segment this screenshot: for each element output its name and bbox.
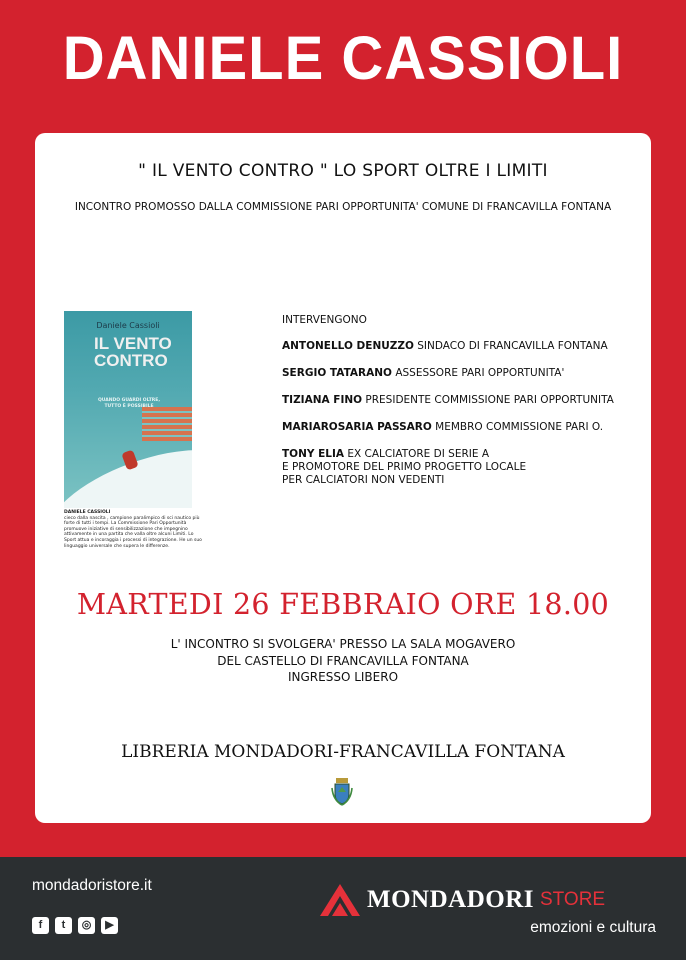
venue-line: DEL CASTELLO DI FRANCAVILLA FONTANA xyxy=(217,653,469,668)
cover-stripes xyxy=(142,407,192,441)
website-link[interactable]: mondadoristore.it xyxy=(32,877,152,894)
speaker-name: MARIAROSARIA PASSARO xyxy=(282,421,432,433)
book-caption xyxy=(64,510,204,549)
speaker-item xyxy=(282,421,652,434)
venue-line: INGRESSO LIBERO xyxy=(287,670,399,684)
speaker-role-extra: PER CALCIATORI NON VEDENTI xyxy=(282,474,445,486)
speaker-item xyxy=(282,340,652,353)
book-title xyxy=(94,335,172,369)
speaker-name: ANTONELLO DENUZZO xyxy=(282,340,414,352)
twitter-icon[interactable]: t xyxy=(55,917,72,934)
mondadori-store-logo xyxy=(319,883,605,917)
speaker-name: TIZIANA FINO xyxy=(282,394,363,406)
book-tagline-line2: TUTTO È POSSIBILE xyxy=(104,404,154,409)
youtube-icon[interactable]: ▶ xyxy=(101,917,118,934)
speaker-name: TONY ELIA xyxy=(282,448,345,460)
instagram-icon[interactable]: ◎ xyxy=(78,917,95,934)
speaker-item xyxy=(282,367,652,380)
brand-store: STORE xyxy=(540,889,606,910)
venue-line: L' INCONTRO SI SVOLGERA' PRESSO LA SALA MOGAVERO xyxy=(170,637,516,651)
book-cover xyxy=(64,311,192,508)
page-headline: DANIELE CASSIOLI xyxy=(62,24,624,93)
speaker-name: SERGIO TATARANO xyxy=(282,367,392,379)
town-crest-icon xyxy=(331,778,353,806)
brand-tagline: emozioni e cultura xyxy=(530,919,656,936)
speakers-lead: INTERVENGONO xyxy=(282,314,367,326)
speaker-role-extra: E PROMOTORE DEL PRIMO PROGETTO LOCALE xyxy=(282,461,527,473)
speaker-role: PRESIDENTE COMMISSIONE PARI OPPORTUNITA xyxy=(362,394,614,406)
book-caption-text: cieco dalla nascita , campione paralimpico di sci nautico più forte di tutti i tempi. La Commissione Pari Opportunità promuove iniziative di sensibilizzazione che impegnino attivamente in una partita che valla oltre alcuni Limiti. Lo Sport attua e incoraggia i processi di integrazione. He un suo linguaggio universale che supera le differenze. xyxy=(64,515,202,549)
book-caption-name: DANIELE CASSIOLI xyxy=(64,510,111,515)
speaker-item xyxy=(282,394,652,407)
footer-bar xyxy=(0,857,686,960)
book-title-line1: IL VENTO xyxy=(94,334,172,353)
event-venue xyxy=(35,636,651,686)
speakers-list xyxy=(282,314,652,501)
mondadori-logo-icon xyxy=(319,883,361,917)
speaker-role: SINDACO DI FRANCAVILLA FONTANA xyxy=(413,340,608,352)
facebook-icon[interactable]: f xyxy=(32,917,49,934)
book-tagline xyxy=(92,398,166,410)
speaker-role: MEMBRO COMMISSIONE PARI O. xyxy=(431,421,604,433)
event-title: " IL VENTO CONTRO " LO SPORT OLTRE I LIMITI xyxy=(138,161,548,181)
event-card xyxy=(35,133,651,823)
event-promoter: INCONTRO PROMOSSO DALLA COMMISSIONE PARI OPPORTUNITA' COMUNE DI FRANCAVILLA FONTANA xyxy=(74,201,612,213)
event-date: MARTEDI 26 FEBBRAIO ORE 18.00 xyxy=(76,588,610,621)
bookstore-name: LIBRERIA MONDADORI-FRANCAVILLA FONTANA xyxy=(121,742,565,762)
social-links xyxy=(32,917,118,934)
speaker-role: ASSESSORE PARI OPPORTUNITA' xyxy=(391,367,565,379)
brand-name: MONDADORI xyxy=(367,886,534,913)
book-tagline-line1: QUANDO GUARDI OLTRE, xyxy=(97,398,161,403)
speaker-item xyxy=(282,448,652,487)
book-author: Daniele Cassioli xyxy=(96,321,160,330)
speaker-role: EX CALCIATORE DI SERIE A xyxy=(344,448,490,460)
book-title-line2: CONTRO xyxy=(94,351,168,370)
